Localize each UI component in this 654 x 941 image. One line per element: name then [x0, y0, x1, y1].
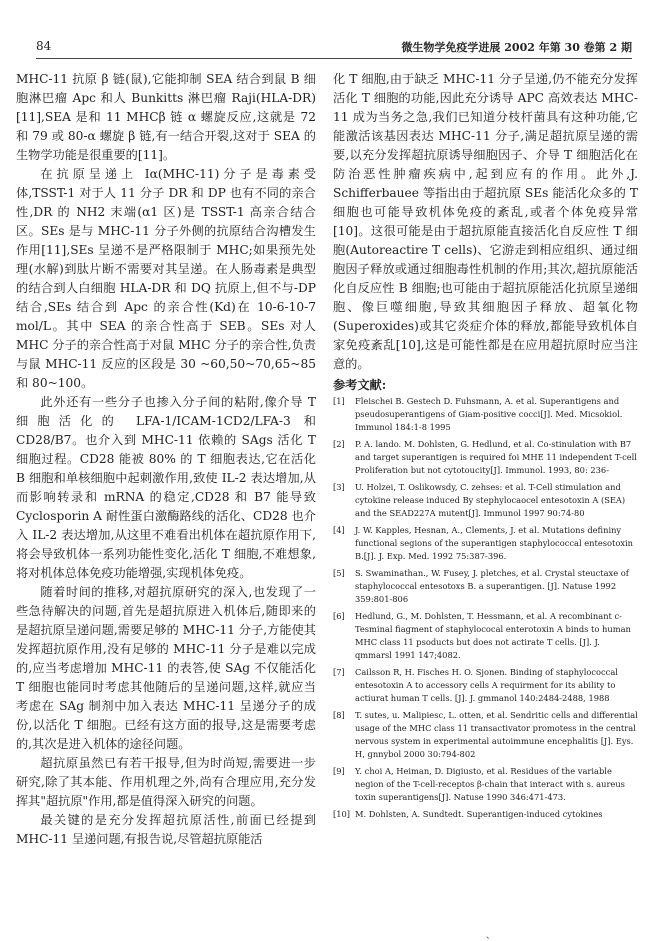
reference-number: [4] [333, 525, 345, 535]
paragraph: 超抗原虽然已有若干报导,但为时尚短,需要进一步研究,除了其本能、作用机理之外,尚有合理应用,充分发挥其"超抗原"作用,都是值得深入研究的问题。 [16, 756, 316, 808]
references-list [333, 395, 638, 821]
right-column [333, 70, 638, 825]
reference-number: [3] [333, 482, 345, 492]
reference-number: [6] [333, 611, 345, 621]
reference-text: P. A. lando. M. Dohlsten, G. Hedlund, et al. Co-stinulation with B7 and target superantigen is required foi MHE 11 independent T-cell Proliferation but not cytotoucity[J]. Immunol. 1993, 80: 236- [355, 439, 637, 475]
reference-item [333, 709, 638, 761]
reference-item [333, 765, 638, 804]
reference-item [333, 808, 638, 821]
reference-number: [5] [333, 568, 345, 578]
reference-item [333, 481, 638, 520]
page-header [36, 38, 632, 59]
reference-text: Hedlund, G., M. Dohlsten, T. Hessmann, et al. A recombinant c-Tesminal fiagment of staphylococal enterotoxin A binds to human MHC class 11 psoducts but does not actirate T cells. [J]. J. qmmarsl 1991 147;4082. [355, 611, 631, 660]
reference-text: Cailsson R, H. Fisches H. O. Sjonen. Binding of staphylococcal entesotoxin A to accessory cells A requirment for its ability to actiurat human T cells. [J]. J. gmmanol 140:2484-2488, 1988 [355, 667, 618, 703]
left-column [16, 70, 316, 849]
reference-text: M. Dohlsten, A. Sundtedt. Superantigen-induced cytokines [355, 809, 603, 819]
paragraph: 最关键的是充分发挥超抗原活性,前面已经提到 MHC-11 呈递问题,有报告说,尽管超抗原能活 [16, 813, 316, 846]
reference-text: T. sutes, u. Malipiesc, L. otten, et al. Sendritic cells and differential usage of the MHC class 11 transactivator promotess in the central nervous system in experimental autoimmune encephalitis [J]. Eys. H, gnnybol 2000 30:794-802 [355, 710, 638, 759]
reference-number: [1] [333, 396, 345, 406]
reference-number: [7] [333, 667, 345, 677]
paragraph: 随着时间的推移,对超抗原研究的深入,也发现了一些急待解决的问题,首先是超抗原进入机体后,随即来的是超抗原呈递问题,需要足够的 MHC-11 分子,方能使其发挥超抗原作用,没有足够的 MHC-11 分子是难以完成的,应当考虑增加 MHC-11 的表答,使 SAg 不仅能活化 T 细胞也能同时考虑其他随后的呈递问题,这样,就应当考虑在 SAg 制剂中加入表达 MHC-11 呈递分子的成份,以活化 T 细胞。已经有这方面的报导,这是需要考虑的,其次是进入机体的途径问题。 [16, 585, 316, 751]
reference-text: U. Holzei, T. Oslikowsdy, C. zehses: et al. T-Cell stimulation and cytokine release induced By stephylocaocel entesotoxin A (SEA) and the SEAD227A mutent[J]. Immunol 1997 90:74-80 [355, 482, 626, 518]
reference-number: [2] [333, 439, 345, 449]
page-number: 84 [36, 39, 52, 53]
reference-item [333, 567, 638, 606]
reference-item [333, 610, 638, 662]
reference-item [333, 524, 638, 563]
reference-item [333, 395, 638, 434]
reference-number: [8] [333, 710, 345, 720]
reference-text: J. W. Kapples, Hesnan, A., Clements, J. et al. Mutations defininy functional segions of the superantigen staphylococcal entesotoxin B.[J]. J. Exp. Med. 1992 75:387-396. [355, 525, 633, 561]
journal-title: 微生物学免疫学进展 2002 年第 30 卷第 2 期 [401, 41, 632, 54]
references-title: 参考文献: [333, 378, 387, 392]
reference-text: S. Swaminathan., W. Fusey, J. pletches, et al. Crystal steuctaxe of staphylococcal entesotoxs B. a superantigen. [J]. Natuse 1992 359:801-806 [355, 568, 629, 604]
reference-item [333, 438, 638, 477]
reference-number: [10] [333, 809, 351, 819]
paragraph: MHC-11 抗原 β 链(鼠),它能抑制 SEA 结合到鼠 B 细胞淋巴瘤 Apc 和人 Bunkitts 淋巴瘤 Raji(HLA-DR)[11],SEA 是和 11 MHCβ 链 α 螺旋反应,这就是 72 和 79 或 80-α 螺旋 β 链,有一结合开裂,这对于 SEA 的生物学功能是很重要的[11]。 [16, 72, 316, 162]
paragraph: 化 T 细胞,由于缺乏 MHC-11 分子呈递,仍不能充分发挥活化 T 细胞的功能,因此充分诱导 APC 高效表达 MHC-11 成为当务之急,我们已知道分枝杆菌具有这种功能,它能激活该基因表达 MHC-11 分子,满足超抗原呈递的需要,以充分发挥超抗原诱导细胞因子、介导 T 细胞活化在防治恶性肿瘤疾病中,起到应有的作用。此外,J. Schifferbauee 等指出由于超抗原 SEs 能活化众多的 T 细胞也可能导致机体免疫的紊乱,或者个体免疫异常[10]。这很可能是由于超抗原能直接活化自反应性 T 细胞(Autoreactire T cells)、它游走到相应组织、通过细胞因子释放或通过细胞毒性机制的作用;其次,超抗原能活化自反应性 B 细胞;也可能由于超抗原能活化抗原呈递细胞、像巨噬细胞,导致其细胞因子释放、超氧化物(Superoxides)或其它炎症介体的释放,都能导致机体自家免疫紊乱[10],这是可能性都是在应用超抗原时应当注意的。 [333, 72, 638, 371]
reference-text: Y. choi A, Heiman, D. Digiusto, et al. Residues of the variable negion of the T-cell-receptos β-chain that interact with s. aureus toxin superantigens[J]. Natuse 1990 346:471-473. [355, 766, 625, 802]
footer-mark: 、 [486, 931, 496, 941]
reference-number: [9] [333, 766, 345, 776]
reference-text: Fleischei B. Gestech D. Fuhsmann, A. et al. Superantigens and pseudosuperantigens of Giam-positive cocci[J]. Med. Micsokiol. Immunol 184:1-8 1995 [355, 396, 623, 432]
paragraph: 在抗原呈递上 Iα(MHC-11)分子是毒素受体,TSST-1 对于人 11 分子 DR 和 DP 也有不同的亲合性,DR 的 NH2 末端(α1 区)是 TSST-1 高亲合结合区。SEs 是与 MHC-11 分子外侧的抗原结合沟槽发生作用[11],SEs 呈递不是严格限制于 MHC;如果预先处理(水解)到肽片断不需要对其呈递。在人肠毒素是典型的结合到人白细胞 HLA-DR 和 DQ 抗原上,但不与-DP 结合,SEs 结合到 Apc 的亲合性(Kd)在 10-6-10-7 mol/L。其中 SEA 的亲合性高于 SEB。SEs 对人 MHC 分子的亲合性高于对鼠 MHC 分子的亲合性,负责与鼠 MHC-11 反应的区段是 30 ~60,50~70,65~85 和 80~100。 [16, 167, 316, 390]
reference-item [333, 666, 638, 705]
paragraph: 此外还有一些分子也掺入分子间的粘附,像介导 T 细胞活化的 LFA-1/ICAM-1CD2/LFA-3 和 CD28/B7。也介入到 MHC-11 依赖的 SAgs 活化 T 细胞过程。CD28 能被 80% 的 T 细胞表达,它在活化 B 细胞和单核细胞中起刺激作用,致使 IL-2 表达增加,从而影响转录和 mRNA 的稳定,CD28 和 B7 能导致 Cyclosporin A 耐性蛋白激酶路线的活化、CD28 也介入 IL-2 表达增加,从这里不难看出机体在超抗原作用下,将会导致机体一系列功能性变化,活化 T 细胞,不难想象,将对机体总体免疫功能增强,实现机体免疫。 [16, 395, 316, 580]
